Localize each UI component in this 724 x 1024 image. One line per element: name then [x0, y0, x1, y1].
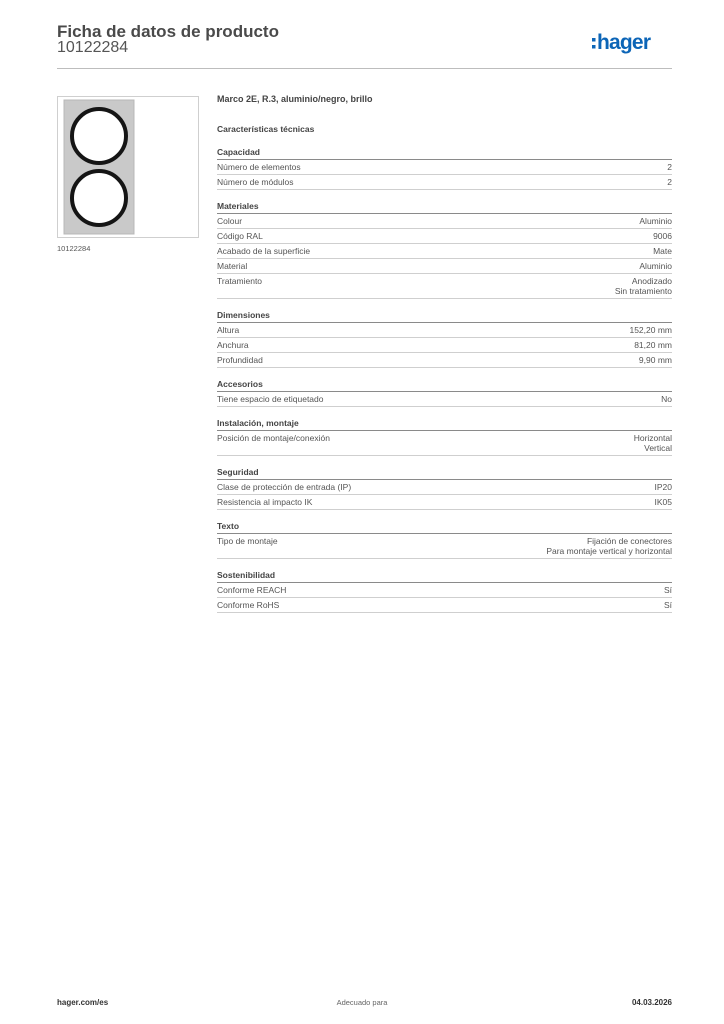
spec-section	[217, 466, 672, 510]
product-thumbnail	[57, 96, 199, 238]
spec-value	[667, 162, 672, 172]
spec-row	[217, 214, 672, 229]
spec-row	[217, 338, 672, 353]
spec-value-line: Sí	[663, 600, 672, 610]
section-title: Seguridad	[217, 466, 672, 480]
spec-row	[217, 480, 672, 495]
spec-value-line: 9006	[653, 231, 672, 241]
spec-value	[661, 394, 672, 404]
footer-suitable-for: Adecuado para	[336, 998, 388, 1007]
spec-section	[217, 200, 672, 299]
spec-section	[217, 569, 672, 613]
spec-label: Tratamiento	[217, 276, 263, 286]
spec-value	[546, 536, 672, 556]
spec-value-line: Para montaje vertical y horizontal	[546, 546, 672, 556]
spec-value	[639, 355, 672, 365]
spec-row	[217, 353, 672, 368]
header-divider	[57, 68, 672, 69]
spec-row	[217, 323, 672, 338]
spec-section	[217, 309, 672, 368]
spec-content	[217, 92, 672, 623]
product-code: 10122284	[57, 39, 129, 56]
spec-value-line: Sí	[663, 585, 672, 595]
svg-text:hager: hager	[597, 31, 651, 54]
spec-value	[667, 177, 672, 187]
section-title: Sostenibilidad	[217, 569, 672, 583]
section-title: Accesorios	[217, 378, 672, 392]
spec-label: Número de módulos	[217, 177, 294, 187]
hager-logo	[592, 29, 674, 57]
product-name: Marco 2E, R.3, aluminio/negro, brillo	[217, 94, 373, 104]
spec-section	[217, 417, 672, 456]
spec-value	[664, 600, 672, 610]
spec-value	[653, 246, 672, 256]
spec-value-line: Anodizado	[631, 276, 672, 286]
technical-characteristics-title: Características técnicas	[217, 124, 315, 134]
spec-value	[634, 433, 672, 453]
spec-row	[217, 175, 672, 190]
spec-value-line: 2	[667, 162, 672, 172]
spec-label: Resistencia al impacto IK	[217, 497, 313, 507]
spec-value	[653, 231, 672, 241]
spec-value-line: No	[661, 394, 672, 404]
spec-value	[655, 497, 673, 507]
spec-row	[217, 229, 672, 244]
spec-value	[664, 585, 672, 595]
spec-value	[634, 340, 672, 350]
section-title: Texto	[217, 520, 672, 534]
spec-section	[217, 520, 672, 559]
spec-row	[217, 495, 672, 510]
spec-value	[639, 261, 672, 271]
spec-value-line: Fijación de conectores	[586, 536, 672, 546]
spec-label: Tipo de montaje	[217, 536, 278, 546]
spec-row	[217, 160, 672, 175]
spec-row	[217, 392, 672, 407]
spec-value-line: IP20	[654, 482, 672, 492]
spec-label: Tiene espacio de etiquetado	[217, 394, 324, 404]
section-title: Dimensiones	[217, 309, 672, 323]
spec-label: Altura	[217, 325, 240, 335]
spec-value-line: Aluminio	[639, 216, 672, 226]
spec-row	[217, 534, 672, 559]
footer-website: hager.com/es	[57, 998, 109, 1007]
spec-label: Acabado de la superficie	[217, 246, 311, 256]
spec-label: Código RAL	[217, 231, 263, 241]
spec-row	[217, 259, 672, 274]
spec-row	[217, 598, 672, 613]
spec-value-line: 81,20 mm	[634, 340, 672, 350]
spec-value-line: 9,90 mm	[638, 355, 672, 365]
thumbnail-caption: 10122284	[57, 244, 91, 253]
spec-label: Material	[217, 261, 248, 271]
spec-value-line: Sin tratamiento	[614, 286, 672, 296]
spec-label: Conforme RoHS	[217, 600, 280, 610]
spec-value-line: Horizontal	[633, 433, 672, 443]
spec-label: Clase de protección de entrada (IP)	[217, 482, 352, 492]
spec-value-line: IK05	[654, 497, 672, 507]
spec-label: Profundidad	[217, 355, 263, 365]
spec-label: Número de elementos	[217, 162, 301, 172]
spec-label: Colour	[217, 216, 243, 226]
spec-row	[217, 274, 672, 299]
spec-label: Anchura	[217, 340, 249, 350]
spec-value-line: 2	[667, 177, 672, 187]
spec-value-line: Vertical	[644, 443, 672, 453]
page-title: Ficha de datos de producto	[57, 22, 279, 41]
spec-value-line: 152,20 mm	[629, 325, 672, 335]
spec-sections	[217, 146, 672, 613]
spec-section	[217, 146, 672, 190]
section-title: Capacidad	[217, 146, 672, 160]
spec-value	[639, 216, 672, 226]
footer-date: 04.03.2026	[631, 998, 672, 1007]
section-title: Instalación, montaje	[217, 417, 672, 431]
spec-row	[217, 431, 672, 456]
spec-value-line: Mate	[653, 246, 672, 256]
spec-label: Posición de montaje/conexión	[217, 433, 330, 443]
spec-value-line: Aluminio	[639, 261, 672, 271]
spec-value	[615, 276, 672, 296]
double-frame-product-image	[58, 97, 198, 237]
spec-value	[629, 325, 672, 335]
spec-section	[217, 378, 672, 407]
spec-row	[217, 244, 672, 259]
spec-row	[217, 583, 672, 598]
spec-value	[655, 482, 673, 492]
section-title: Materiales	[217, 200, 672, 214]
spec-label: Conforme REACH	[217, 585, 287, 595]
